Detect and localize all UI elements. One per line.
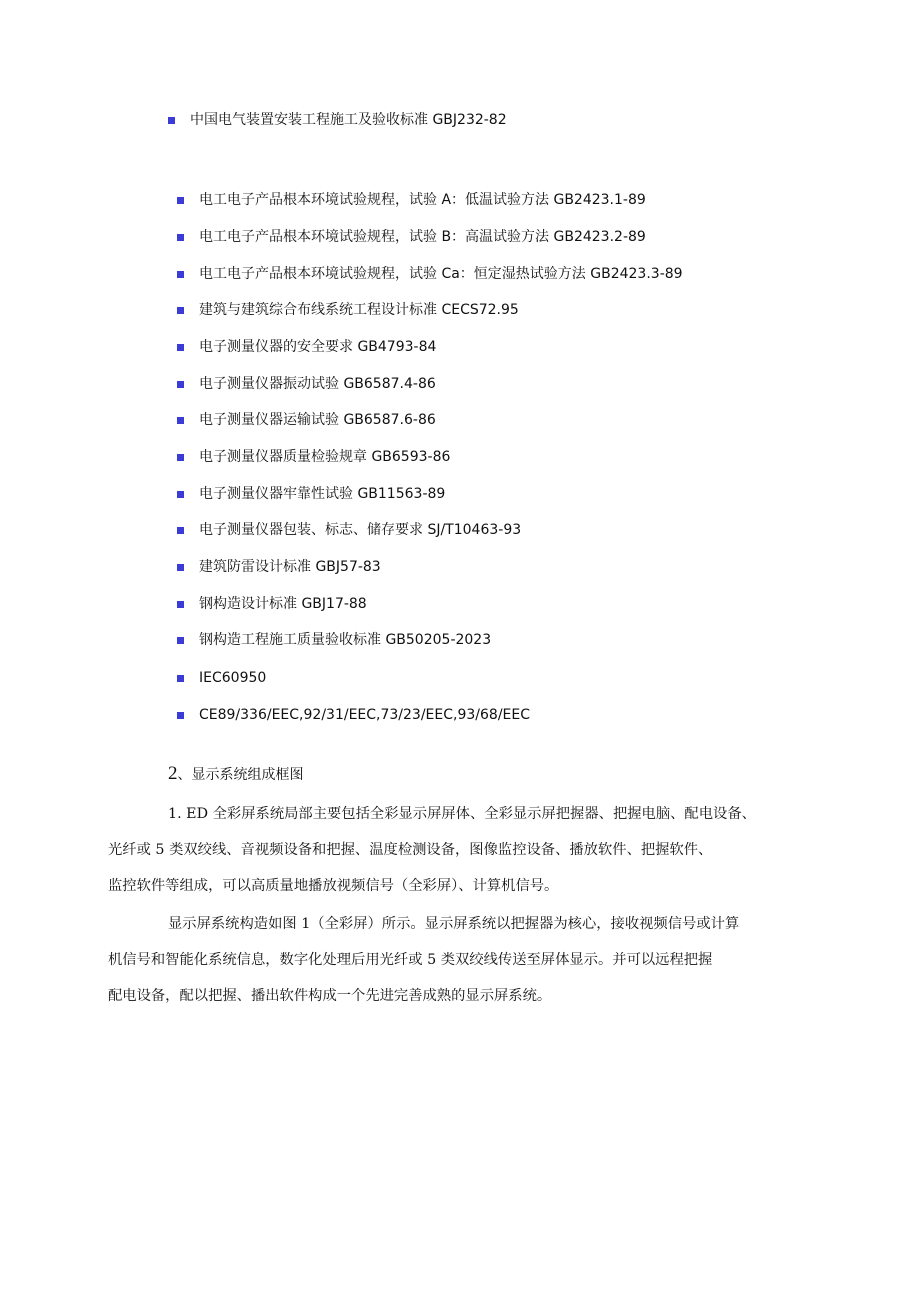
paragraph-line: 显示屏系统构造如图 1（全彩屏）所示。显示屏系统以把握器为核心，接收视频信号或计算	[168, 916, 740, 932]
list-item	[177, 557, 381, 577]
bullet-square-icon	[177, 712, 184, 719]
list-item	[177, 337, 436, 357]
paragraph-line: 机信号和智能化系统信息，数字化处理后用光纤或 5 类双绞线传送至屏体显示。并可以远程把握	[108, 952, 713, 968]
list-item	[168, 110, 507, 130]
list-item-text: 电子测量仪器振动试验 GB6587.4-86	[199, 376, 436, 392]
list-item-text: 建筑与建筑综合布线系统工程设计标准 CECS72.95	[199, 302, 519, 318]
section-title: 、显示系统组成框图	[177, 767, 304, 783]
list-item	[177, 374, 436, 394]
paragraph-2	[108, 906, 798, 1014]
bullet-square-icon	[177, 197, 184, 204]
list-item	[177, 668, 266, 688]
bullet-square-icon	[177, 307, 184, 314]
section-number: 2	[168, 763, 178, 784]
list-item-text: CE89/336/EEC,92/31/EEC,73/23/EEC,93/68/EEC	[199, 707, 530, 723]
section-heading	[168, 763, 304, 785]
list-item-text: 电子测量仪器牢靠性试验 GB11563-89	[199, 486, 446, 502]
list-item-text: 电工电子产品根本环境试验规程，试验 A：低温试验方法 GB2423.1-89	[199, 192, 646, 208]
list-item-text: 电工电子产品根本环境试验规程，试验 B：高温试验方法 GB2423.2-89	[199, 229, 646, 245]
list-item-text: 电子测量仪器包装、标志、储存要求 SJ/T10463-93	[199, 522, 522, 538]
bullet-square-icon	[177, 527, 184, 534]
list-item-text: 电子测量仪器的安全要求 GB4793-84	[199, 339, 437, 355]
list-item	[177, 594, 367, 614]
bullet-square-icon	[177, 637, 184, 644]
bullet-square-icon	[177, 491, 184, 498]
list-item	[177, 447, 450, 467]
bullet-square-icon	[168, 117, 175, 124]
list-item-text: 中国电气装置安装工程施工及验收标准 GBJ232-82	[190, 112, 507, 128]
list-item	[177, 630, 491, 650]
paragraph-line: 配电设备，配以把握、播出软件构成一个先进完善成熟的显示屏系统。	[108, 988, 552, 1004]
list-item-text: 电工电子产品根本环境试验规程，试验 Ca：恒定湿热试验方法 GB2423.3-89	[199, 266, 683, 282]
list-item-text: IEC60950	[199, 670, 267, 686]
bullet-square-icon	[177, 601, 184, 608]
list-item-text: 电子测量仪器运输试验 GB6587.6-86	[199, 412, 436, 428]
list-item-text: 钢构造设计标准 GBJ17-88	[199, 596, 367, 612]
list-item	[177, 484, 445, 504]
bullet-square-icon	[177, 381, 184, 388]
paragraph-line: 监控软件等组成，可以高质量地播放视频信号（全彩屏）、计算机信号。	[108, 878, 559, 894]
bullet-square-icon	[177, 344, 184, 351]
list-item	[177, 190, 646, 210]
list-item	[177, 300, 519, 320]
list-item	[177, 264, 683, 284]
list-item	[177, 705, 530, 725]
list-item-text: 建筑防雷设计标准 GBJ57-83	[199, 559, 381, 575]
bullet-square-icon	[177, 564, 184, 571]
paragraph-line: 1. ED 全彩屏系统局部主要包括全彩显示屏屏体、全彩显示屏把握器、把握电脑、配电设备、	[168, 806, 756, 822]
bullet-square-icon	[177, 417, 184, 424]
list-item	[177, 410, 436, 430]
list-item	[177, 520, 521, 540]
paragraph-1	[108, 796, 798, 904]
list-item-text: 钢构造工程施工质量验收标准 GB50205-2023	[199, 632, 492, 648]
bullet-square-icon	[177, 675, 184, 682]
list-item-text: 电子测量仪器质量检验规章 GB6593-86	[199, 449, 451, 465]
bullet-square-icon	[177, 271, 184, 278]
bullet-square-icon	[177, 454, 184, 461]
paragraph-line: 光纤或 5 类双绞线、音视频设备和把握、温度检测设备，图像监控设备、播放软件、把握软件、	[108, 842, 713, 858]
list-item	[177, 227, 646, 247]
bullet-square-icon	[177, 234, 184, 241]
